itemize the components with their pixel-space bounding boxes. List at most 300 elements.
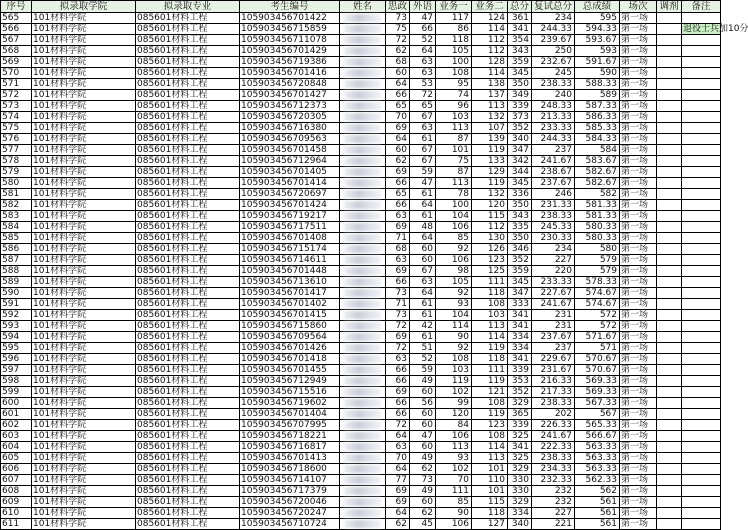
table-cell[interactable]: 60 [410,497,436,508]
table-cell[interactable]: 339 [508,101,532,112]
table-cell[interactable]: 100 [436,200,472,211]
table-cell[interactable]: 592 [1,310,32,321]
table-cell[interactable]: 570 [1,68,32,79]
table-cell[interactable]: 241.67 [532,431,575,442]
table-cell[interactable] [682,387,721,398]
table-cell[interactable]: 217.33 [532,387,575,398]
table-cell[interactable] [682,178,721,189]
name-cell-redacted[interactable] [340,497,386,508]
table-cell[interactable]: 第一场 [620,79,657,90]
column-header[interactable]: 业务一 [436,1,472,13]
table-cell[interactable]: 101材料学院 [32,365,136,376]
table-cell[interactable]: 第一场 [620,442,657,453]
table-cell[interactable]: 66 [386,178,410,189]
name-cell-redacted[interactable] [340,46,386,57]
table-cell[interactable]: 605 [1,453,32,464]
table-cell[interactable]: 115 [472,211,508,222]
table-cell[interactable]: 610 [1,508,32,519]
table-cell[interactable]: 第一场 [620,277,657,288]
table-cell[interactable] [682,288,721,299]
table-cell[interactable]: 101材料学院 [32,277,136,288]
table-cell[interactable]: 101材料学院 [32,387,136,398]
table-cell[interactable]: 578 [1,156,32,167]
table-row[interactable] [1,222,721,233]
table-cell[interactable]: 105 [436,46,472,57]
table-cell[interactable]: 336 [508,189,532,200]
name-cell-redacted[interactable] [340,24,386,35]
column-header[interactable]: 业务二 [472,1,508,13]
table-cell[interactable]: 593 [575,46,620,57]
table-cell[interactable]: 583 [1,211,32,222]
table-cell[interactable]: 74 [436,90,472,101]
table-cell[interactable]: 第一场 [620,233,657,244]
table-cell[interactable]: 69 [386,387,410,398]
table-cell[interactable]: 085601材料工程 [136,123,240,134]
table-cell[interactable]: 594 [1,332,32,343]
table-cell[interactable]: 085601材料工程 [136,189,240,200]
table-cell[interactable]: 085601材料工程 [136,464,240,475]
table-cell[interactable]: 352 [508,123,532,134]
column-header[interactable]: 考生编号 [240,1,340,13]
name-cell-redacted[interactable] [340,343,386,354]
table-cell[interactable]: 114 [472,24,508,35]
table-cell[interactable]: 72 [386,420,410,431]
table-cell[interactable] [682,442,721,453]
table-cell[interactable]: 118 [472,288,508,299]
table-cell[interactable]: 第一场 [620,68,657,79]
table-cell[interactable] [657,321,682,332]
table-cell[interactable]: 130 [472,233,508,244]
table-cell[interactable]: 63 [410,123,436,134]
table-cell[interactable]: 第一场 [620,46,657,57]
table-cell[interactable]: 325 [508,431,532,442]
name-cell-redacted[interactable] [340,321,386,332]
table-cell[interactable]: 237 [532,145,575,156]
table-cell[interactable]: 71 [386,299,410,310]
table-cell[interactable]: 238.67 [532,167,575,178]
table-cell[interactable]: 591.67 [575,57,620,68]
table-cell[interactable]: 085601材料工程 [136,57,240,68]
table-cell[interactable]: 105903456720046 [240,497,340,508]
table-cell[interactable]: 64 [410,46,436,57]
table-cell[interactable]: 222.33 [532,442,575,453]
table-cell[interactable]: 325 [508,453,532,464]
table-cell[interactable] [682,222,721,233]
table-cell[interactable]: 101材料学院 [32,24,136,35]
table-cell[interactable] [682,112,721,123]
table-cell[interactable]: 227 [532,255,575,266]
table-cell[interactable]: 345 [508,178,532,189]
table-cell[interactable]: 353 [508,376,532,387]
table-cell[interactable]: 585 [1,233,32,244]
table-cell[interactable]: 373 [508,112,532,123]
table-cell[interactable]: 085601材料工程 [136,486,240,497]
table-cell[interactable]: 085601材料工程 [136,475,240,486]
table-cell[interactable]: 105903456701404 [240,409,340,420]
name-cell-redacted[interactable] [340,299,386,310]
table-cell[interactable]: 63 [410,57,436,68]
table-cell[interactable]: 582.67 [575,167,620,178]
table-cell[interactable]: 581.33 [575,200,620,211]
table-cell[interactable]: 085601材料工程 [136,68,240,79]
table-cell[interactable]: 579 [1,167,32,178]
table-cell[interactable]: 65 [386,189,410,200]
table-cell[interactable]: 71 [386,233,410,244]
table-cell[interactable]: 101材料学院 [32,464,136,475]
table-cell[interactable]: 565 [1,13,32,24]
table-cell[interactable]: 64 [386,508,410,519]
column-header[interactable]: 外语 [410,1,436,13]
table-cell[interactable]: 110 [472,475,508,486]
table-cell[interactable]: 127 [472,519,508,530]
table-cell[interactable] [657,519,682,530]
table-cell[interactable]: 101材料学院 [32,167,136,178]
table-cell[interactable] [657,222,682,233]
table-cell[interactable]: 585.33 [575,123,620,134]
table-cell[interactable] [682,420,721,431]
table-cell[interactable]: 345 [508,277,532,288]
table-cell[interactable]: 62 [410,508,436,519]
table-cell[interactable]: 101 [472,486,508,497]
table-cell[interactable]: 345 [508,68,532,79]
table-cell[interactable]: 66 [386,376,410,387]
table-cell[interactable]: 611 [1,519,32,530]
table-cell[interactable]: 45 [410,519,436,530]
table-cell[interactable]: 105903456718221 [240,431,340,442]
table-cell[interactable]: 119 [472,343,508,354]
table-cell[interactable] [657,255,682,266]
table-row[interactable] [1,112,721,123]
table-cell[interactable]: 595 [1,343,32,354]
table-cell[interactable]: 101材料学院 [32,46,136,57]
table-cell[interactable]: 566 [1,24,32,35]
table-cell[interactable]: 105903456701422 [240,13,340,24]
table-cell[interactable]: 105903456712373 [240,101,340,112]
table-cell[interactable] [682,486,721,497]
table-cell[interactable]: 49 [410,453,436,464]
table-cell[interactable]: 329 [508,398,532,409]
table-cell[interactable]: 341 [508,354,532,365]
table-cell[interactable]: 352 [508,387,532,398]
table-cell[interactable]: 92 [436,343,472,354]
table-cell[interactable] [682,453,721,464]
table-cell[interactable]: 105903456711078 [240,35,340,46]
table-cell[interactable]: 69 [386,167,410,178]
table-cell[interactable]: 第一场 [620,431,657,442]
table-cell[interactable]: 589 [1,277,32,288]
table-cell[interactable]: 105903456701426 [240,343,340,354]
table-cell[interactable]: 101材料学院 [32,244,136,255]
table-cell[interactable]: 第一场 [620,123,657,134]
table-cell[interactable]: 69 [386,497,410,508]
table-cell[interactable]: 90 [436,332,472,343]
table-cell[interactable]: 第一场 [620,497,657,508]
table-cell[interactable]: 66 [386,398,410,409]
table-cell[interactable]: 237 [532,343,575,354]
table-cell[interactable]: 232.33 [532,475,575,486]
table-cell[interactable]: 240 [532,90,575,101]
table-cell[interactable]: 101材料学院 [32,233,136,244]
table-cell[interactable]: 101材料学院 [32,486,136,497]
table-row[interactable] [1,453,721,464]
table-cell[interactable]: 085601材料工程 [136,79,240,90]
table-cell[interactable]: 126 [472,244,508,255]
table-cell[interactable]: 105903456707995 [240,420,340,431]
table-cell[interactable] [682,200,721,211]
table-cell[interactable]: 359 [508,266,532,277]
table-cell[interactable]: 108 [472,431,508,442]
table-cell[interactable]: 341 [508,442,532,453]
table-cell[interactable]: 112 [472,35,508,46]
table-cell[interactable]: 47 [410,431,436,442]
table-cell[interactable]: 102 [436,387,472,398]
table-cell[interactable]: 第一场 [620,255,657,266]
table-cell[interactable]: 085601材料工程 [136,266,240,277]
column-header[interactable]: 备注 [682,1,721,13]
table-cell[interactable]: 123 [472,420,508,431]
table-cell[interactable]: 244.33 [532,24,575,35]
table-cell[interactable]: 105903456719602 [240,398,340,409]
table-row[interactable] [1,233,721,244]
table-cell[interactable]: 105903456701458 [240,145,340,156]
column-header[interactable]: 场次 [620,1,657,13]
table-cell[interactable]: 105903456720848 [240,79,340,90]
table-cell[interactable]: 335 [508,222,532,233]
table-cell[interactable] [657,200,682,211]
table-cell[interactable]: 第一场 [620,332,657,343]
table-cell[interactable]: 101材料学院 [32,354,136,365]
table-cell[interactable]: 573 [1,101,32,112]
table-cell[interactable]: 344 [508,167,532,178]
table-cell[interactable]: 101材料学院 [32,211,136,222]
table-cell[interactable]: 133 [472,156,508,167]
table-cell[interactable]: 581 [1,189,32,200]
table-cell[interactable]: 349 [508,90,532,101]
table-row[interactable] [1,24,721,35]
table-cell[interactable]: 101材料学院 [32,508,136,519]
table-cell[interactable]: 66 [386,277,410,288]
table-cell[interactable] [682,299,721,310]
table-cell[interactable]: 118 [472,508,508,519]
table-cell[interactable]: 105903456719217 [240,211,340,222]
table-cell[interactable]: 101材料学院 [32,101,136,112]
table-cell[interactable]: 085601材料工程 [136,409,240,420]
table-cell[interactable]: 72 [410,90,436,101]
table-cell[interactable]: 594.33 [575,24,620,35]
table-cell[interactable]: 119 [472,145,508,156]
table-cell[interactable]: 73 [386,310,410,321]
table-cell[interactable]: 085601材料工程 [136,90,240,101]
table-cell[interactable]: 229.67 [532,354,575,365]
table-row[interactable] [1,475,721,486]
table-cell[interactable]: 340 [508,134,532,145]
table-cell[interactable]: 580 [1,178,32,189]
name-cell-redacted[interactable] [340,90,386,101]
table-cell[interactable]: 567 [1,35,32,46]
table-cell[interactable]: 61 [410,211,436,222]
name-cell-redacted[interactable] [340,68,386,79]
name-cell-redacted[interactable] [340,200,386,211]
table-cell[interactable]: 67 [410,112,436,123]
table-cell[interactable]: 61 [410,332,436,343]
table-cell[interactable]: 114 [472,68,508,79]
table-cell[interactable]: 232 [532,486,575,497]
table-cell[interactable]: 563.33 [575,464,620,475]
table-cell[interactable] [682,365,721,376]
table-cell[interactable]: 085601材料工程 [136,46,240,57]
table-row[interactable] [1,420,721,431]
table-cell[interactable]: 584 [1,222,32,233]
table-cell[interactable] [657,299,682,310]
table-cell[interactable] [657,167,682,178]
table-row[interactable] [1,244,721,255]
table-row[interactable] [1,464,721,475]
table-cell[interactable]: 132 [472,112,508,123]
table-cell[interactable]: 085601材料工程 [136,343,240,354]
table-cell[interactable]: 85 [436,497,472,508]
table-cell[interactable]: 101材料学院 [32,475,136,486]
table-cell[interactable]: 085601材料工程 [136,431,240,442]
table-cell[interactable] [657,277,682,288]
table-cell[interactable]: 107 [472,123,508,134]
table-cell[interactable]: 63 [386,211,410,222]
name-cell-redacted[interactable] [340,167,386,178]
name-cell-redacted[interactable] [340,35,386,46]
table-cell[interactable]: 220 [532,266,575,277]
table-row[interactable] [1,288,721,299]
table-cell[interactable]: 68 [386,57,410,68]
table-cell[interactable]: 237.67 [532,332,575,343]
table-cell[interactable]: 244.33 [532,134,575,145]
table-cell[interactable] [657,112,682,123]
table-cell[interactable]: 582.67 [575,178,620,189]
table-cell[interactable]: 104 [436,310,472,321]
table-cell[interactable]: 49 [410,486,436,497]
table-cell[interactable]: 72 [386,35,410,46]
table-cell[interactable]: 339 [508,365,532,376]
table-cell[interactable]: 114 [472,442,508,453]
table-cell[interactable] [657,343,682,354]
table-cell[interactable]: 第一场 [620,112,657,123]
table-cell[interactable]: 578.33 [575,277,620,288]
table-cell[interactable]: 590 [1,288,32,299]
table-cell[interactable]: 第一场 [620,24,657,35]
table-cell[interactable] [657,376,682,387]
table-cell[interactable]: 113 [472,453,508,464]
table-cell[interactable]: 562.33 [575,475,620,486]
table-cell[interactable]: 87 [436,167,472,178]
table-cell[interactable]: 561 [575,519,620,530]
table-row[interactable] [1,46,721,57]
table-cell[interactable]: 117 [436,13,472,24]
table-cell[interactable]: 329 [508,464,532,475]
table-cell[interactable]: 63 [386,255,410,266]
table-cell[interactable] [657,13,682,24]
table-cell[interactable]: 101材料学院 [32,13,136,24]
table-cell[interactable]: 99 [436,398,472,409]
table-cell[interactable]: 93 [436,453,472,464]
table-cell[interactable]: 105 [436,277,472,288]
table-cell[interactable]: 退役士兵加10分 [683,23,748,34]
table-cell[interactable]: 593.67 [575,35,620,46]
table-cell[interactable]: 354 [508,35,532,46]
table-cell[interactable] [682,90,721,101]
name-cell-redacted[interactable] [340,420,386,431]
table-cell[interactable]: 69 [386,486,410,497]
table-cell[interactable]: 98 [436,266,472,277]
table-cell[interactable]: 113 [436,123,472,134]
table-cell[interactable]: 587 [1,255,32,266]
table-cell[interactable]: 60 [386,68,410,79]
table-cell[interactable]: 085601材料工程 [136,101,240,112]
table-cell[interactable] [657,288,682,299]
table-cell[interactable] [682,145,721,156]
table-cell[interactable]: 233.33 [532,123,575,134]
table-cell[interactable]: 329 [508,497,532,508]
table-cell[interactable]: 101 [436,145,472,156]
table-cell[interactable]: 581.33 [575,211,620,222]
name-cell-redacted[interactable] [340,233,386,244]
table-cell[interactable]: 62 [410,464,436,475]
table-cell[interactable] [657,387,682,398]
table-cell[interactable] [657,486,682,497]
table-cell[interactable]: 第一场 [620,398,657,409]
table-cell[interactable]: 118 [472,354,508,365]
table-row[interactable] [1,178,721,189]
table-cell[interactable] [682,376,721,387]
table-cell[interactable]: 69 [386,332,410,343]
table-cell[interactable]: 69 [386,266,410,277]
table-cell[interactable]: 53 [410,79,436,90]
table-cell[interactable]: 105903456720697 [240,189,340,200]
table-cell[interactable]: 108 [436,354,472,365]
table-cell[interactable]: 64 [410,200,436,211]
table-cell[interactable]: 572 [1,90,32,101]
table-cell[interactable]: 598 [1,376,32,387]
table-cell[interactable]: 66 [386,365,410,376]
table-cell[interactable]: 103 [472,310,508,321]
table-cell[interactable]: 582 [575,189,620,200]
table-cell[interactable]: 085601材料工程 [136,365,240,376]
table-cell[interactable] [682,68,721,79]
table-cell[interactable]: 42 [410,321,436,332]
table-cell[interactable] [657,189,682,200]
table-cell[interactable]: 105903456701414 [240,178,340,189]
table-cell[interactable]: 105903456701405 [240,167,340,178]
table-cell[interactable]: 95 [436,79,472,90]
table-cell[interactable]: 101材料学院 [32,442,136,453]
table-row[interactable] [1,343,721,354]
table-cell[interactable]: 359 [508,57,532,68]
table-cell[interactable]: 590 [575,68,620,79]
table-cell[interactable]: 101材料学院 [32,409,136,420]
table-cell[interactable] [657,497,682,508]
table-cell[interactable]: 118 [436,35,472,46]
table-cell[interactable]: 105903456701402 [240,299,340,310]
table-cell[interactable] [657,310,682,321]
table-cell[interactable]: 231.67 [532,365,575,376]
name-cell-redacted[interactable] [340,79,386,90]
table-cell[interactable]: 119 [472,409,508,420]
table-cell[interactable]: 575 [1,123,32,134]
table-cell[interactable] [682,79,721,90]
table-cell[interactable]: 105903456710724 [240,519,340,530]
table-cell[interactable]: 599 [1,387,32,398]
table-cell[interactable]: 589 [575,90,620,101]
table-cell[interactable]: 596 [1,354,32,365]
table-cell[interactable]: 108 [472,299,508,310]
table-cell[interactable]: 67 [410,266,436,277]
